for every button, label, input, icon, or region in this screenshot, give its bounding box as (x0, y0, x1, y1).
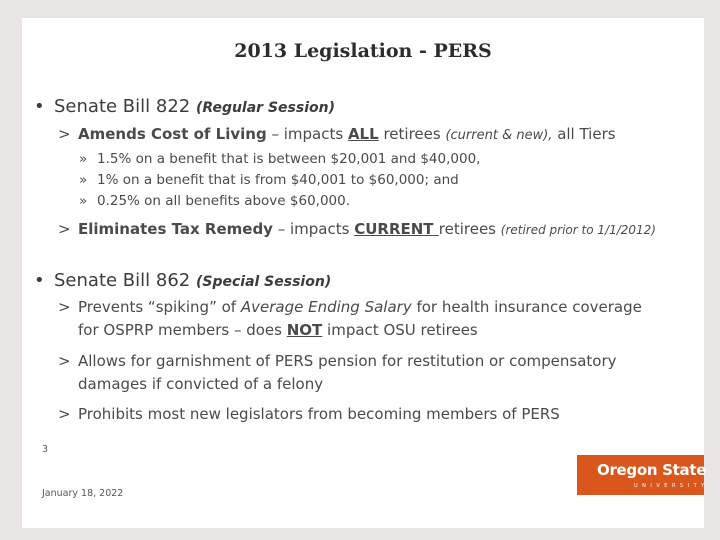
sb822-cola-item (58, 125, 616, 143)
tax-italic: (retired prior to 1/1/2012) (500, 223, 656, 237)
garnish-line1: Allows for garnishment of PERS pension for restitution or compensatory (78, 352, 617, 370)
sb822-tax-item (58, 220, 656, 238)
arrow-marker: > (58, 125, 71, 143)
tier-text: 0.25% on all benefits above $60,000. (97, 193, 351, 209)
tier-item (79, 151, 480, 167)
cola-all: ALL (347, 125, 379, 143)
legislators-text: Prohibits most new legislators from becoming members of PERS (78, 405, 560, 423)
tier-item (79, 172, 459, 188)
bullet-marker: • (34, 96, 45, 117)
tier-text: 1% on a benefit that is from $40,001 to $60,000; and (97, 172, 459, 188)
spiking-not: NOT (286, 321, 323, 339)
tax-text: – impacts (272, 220, 355, 238)
cola-bold: Amends Cost of Living (78, 125, 267, 143)
oregon-state-logo (577, 455, 709, 495)
tier-marker: » (79, 151, 88, 167)
slide-title: 2013 Legislation - PERS (234, 40, 492, 62)
sb862-session-note: (Special Session) (195, 274, 332, 290)
sb862-spiking-item (58, 296, 688, 342)
tax-bold: Eliminates Tax Remedy (78, 220, 273, 238)
logo-subtitle: UNIVERSITY (634, 483, 709, 489)
arrow-marker: > (58, 220, 71, 238)
tier-marker: » (79, 172, 88, 188)
tier-item (79, 193, 350, 209)
garnish-line2: damages if convicted of a felony (78, 375, 324, 393)
cola-text: – impacts (266, 125, 348, 143)
spiking-line2 (58, 319, 688, 342)
spiking-text-end: for health insurance coverage (411, 298, 642, 316)
tier-text: 1.5% on a benefit that is between $20,001 and $40,000, (97, 151, 481, 167)
cola-retirees: retirees (378, 125, 446, 143)
slide (22, 18, 709, 528)
arrow-marker: > (58, 298, 71, 316)
footer-date: January 18, 2022 (42, 488, 124, 499)
page-number: 3 (42, 444, 49, 455)
spiking-line2-end: impact OSU retirees (322, 321, 478, 339)
sb862-garnish-item (58, 350, 688, 396)
cola-tiers: all Tiers (552, 125, 616, 143)
tax-retirees: retirees (438, 220, 501, 238)
sb862-heading (34, 270, 331, 291)
sb822-title: Senate Bill 822 (54, 96, 191, 117)
arrow-marker: > (58, 405, 71, 423)
spiking-text: Prevents “spiking” of (78, 298, 241, 316)
sb862-legislators-item (58, 405, 560, 423)
cola-italic: (current & new), (445, 128, 553, 143)
spiking-line2-start: for OSPRP members – does (78, 321, 287, 339)
sb822-heading (34, 96, 335, 117)
bullet-marker: • (34, 270, 45, 291)
arrow-marker: > (58, 352, 71, 370)
tax-current: CURRENT (354, 220, 439, 238)
sb822-session-note: (Regular Session) (195, 100, 335, 116)
tier-marker: » (79, 193, 88, 209)
sb862-title: Senate Bill 862 (54, 270, 191, 291)
spiking-italic: Average Ending Salary (240, 298, 412, 316)
logo-wordmark: Oregon State (597, 461, 707, 479)
